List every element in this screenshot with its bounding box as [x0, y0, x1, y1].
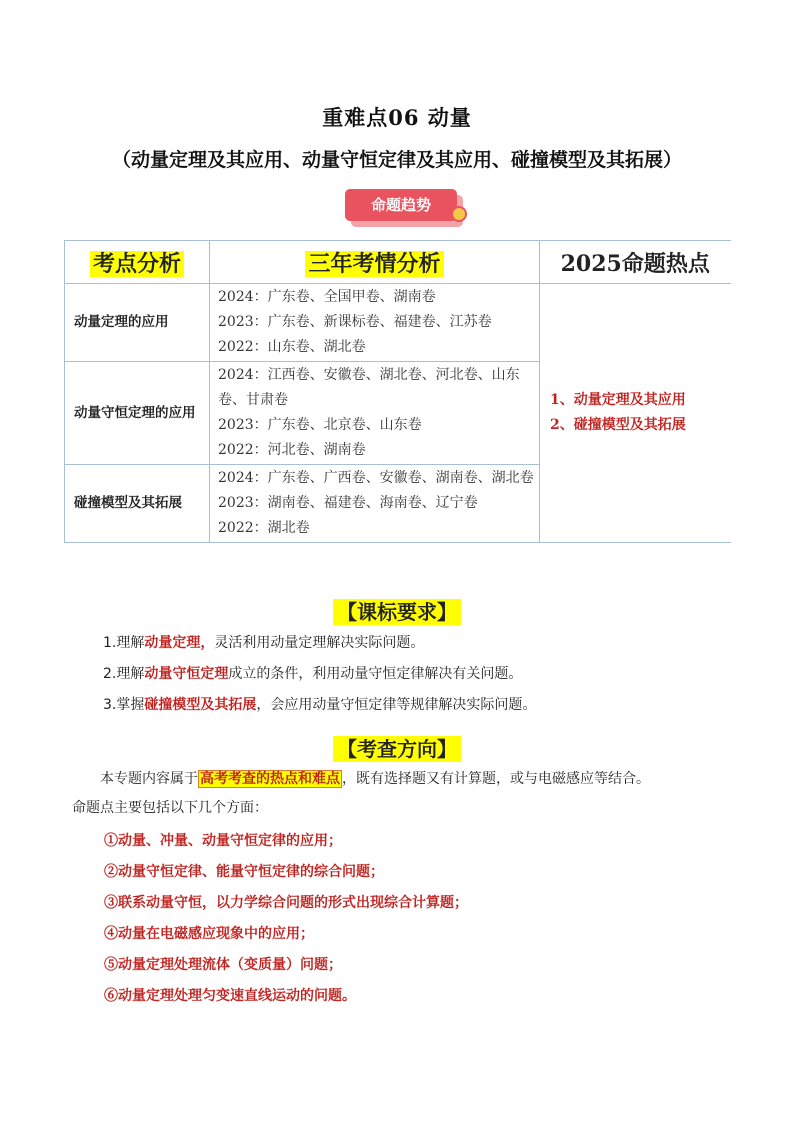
- badge-dot-icon: [451, 206, 467, 222]
- row-topic: 动量定理的应用: [65, 284, 210, 362]
- table-row: [65, 284, 731, 362]
- badge-label: 命题趋势: [345, 189, 457, 221]
- exam-point: ⑥动量定理处理匀变速直线运动的问题。: [104, 988, 356, 1004]
- hot-point: 2、碰撞模型及其拓展: [550, 417, 686, 433]
- table-header-row: [65, 241, 731, 284]
- row-topic: 动量守恒定理的应用: [65, 362, 210, 465]
- hot-points-cell: [540, 284, 731, 543]
- exam-point: ⑤动量定理处理流体（变质量）问题；: [104, 957, 342, 973]
- hot-point: 1、动量定理及其应用: [550, 392, 686, 408]
- exam-point: ①动量、冲量、动量守恒定律的应用；: [104, 833, 342, 849]
- exam-point: ③联系动量守恒，以力学综合问题的形式出现综合计算题；: [104, 895, 468, 911]
- exam-point: ④动量在电磁感应现象中的应用；: [104, 926, 314, 942]
- row-years: 2024：江西卷、安徽卷、湖北卷、河北卷、山东卷、甘肃卷 2023：广东卷、北京卷、山东卷 2022：河北卷、湖南卷: [210, 362, 540, 465]
- row-years: 2024：广东卷、全国甲卷、湖南卷 2023：广东卷、新课标卷、福建卷、江苏卷 2022：山东卷、湖北卷: [210, 284, 540, 362]
- exam-analysis-table: [64, 240, 731, 543]
- requirement-item: 1.理解动量定理，灵活利用动量定理解决实际问题。: [103, 635, 425, 651]
- header-hot: 2025命题热点: [540, 241, 731, 284]
- trend-badge: [345, 189, 475, 233]
- header-years: 三年考情分析: [210, 241, 540, 284]
- requirement-item: 3.掌握碰撞模型及其拓展，会应用动量守恒定律等规律解决实际问题。: [103, 697, 537, 713]
- row-topic: 碰撞模型及其拓展: [65, 465, 210, 543]
- header-topic: 考点分析: [65, 241, 210, 284]
- page-title: 重难点06 动量: [322, 105, 472, 130]
- direction-intro: 本专题内容属于 高考考查的热点和难点 ，既有选择题又有计算题，或与电磁感应等结合。: [100, 771, 650, 787]
- direction-heading: 【考查方向】: [0, 733, 794, 762]
- curriculum-heading: 【课标要求】: [0, 596, 794, 625]
- page-subtitle: （动量定理及其应用、动量守恒定律及其应用、碰撞模型及其拓展）: [111, 149, 682, 171]
- direction-intro-line2: 命题点主要包括以下几个方面：: [72, 800, 268, 816]
- requirement-item: 2.理解动量守恒定理成立的条件，利用动量守恒定律解决有关问题。: [103, 666, 523, 682]
- row-years: 2024：广东卷、广西卷、安徽卷、湖南卷、湖北卷 2023：湖南卷、福建卷、海南卷、辽宁卷 2022：湖北卷: [210, 465, 540, 543]
- exam-point: ②动量守恒定律、能量守恒定律的综合问题；: [104, 864, 384, 880]
